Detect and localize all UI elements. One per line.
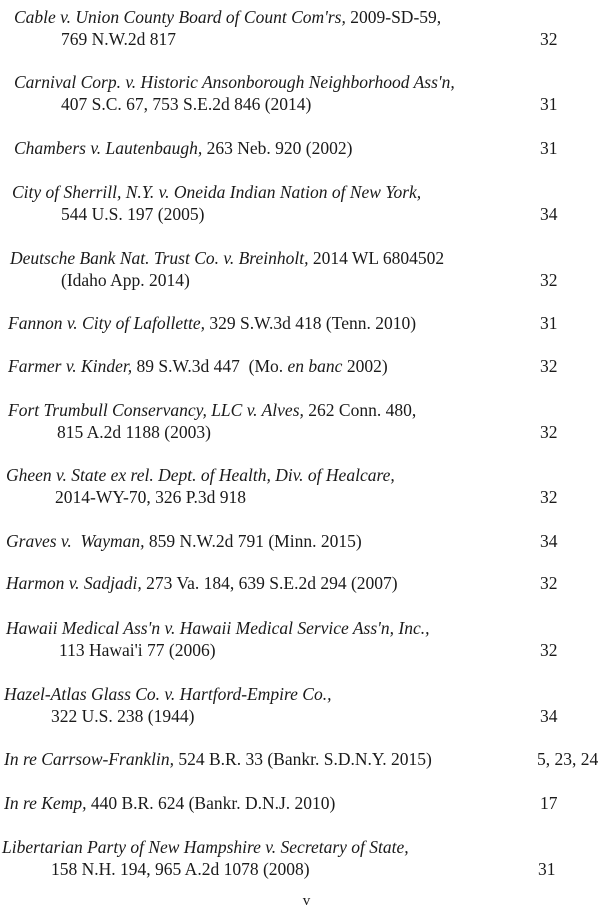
- case-name: Carnival Corp. v. Historic Ansonborough Neighborhood Ass'n,: [14, 72, 455, 92]
- citation: 440 B.R. 624 (Bankr. D.N.J. 2010): [86, 793, 336, 813]
- page-reference: 17: [540, 793, 558, 813]
- citation: (Idaho App. 2014): [61, 270, 190, 290]
- case-line-1: [6, 530, 362, 552]
- case-line-1: [14, 6, 441, 28]
- page-reference: 32: [540, 356, 558, 376]
- case-line-2: [57, 421, 211, 443]
- case-name: Chambers v. Lautenbaugh,: [14, 138, 203, 158]
- page-reference: 32: [540, 487, 558, 507]
- page-reference: 31: [538, 859, 556, 879]
- citation: 273 Va. 184, 639 S.E.2d 294 (2007): [141, 573, 398, 593]
- case-name: Hazel-Atlas Glass Co. v. Hartford-Empire Co.,: [4, 684, 332, 704]
- page-reference: 32: [540, 29, 558, 49]
- page-number-footer: v: [302, 893, 311, 909]
- citation: 158 N.H. 194, 965 A.2d 1078 (2008): [51, 859, 310, 879]
- page-reference: 32: [540, 640, 558, 660]
- case-line-1: [12, 181, 421, 203]
- case-name: Gheen v. State ex rel. Dept. of Health, Div. of Healcare,: [6, 465, 395, 485]
- citation: 2002): [342, 356, 388, 376]
- citation: 524 B.R. 33 (Bankr. S.D.N.Y. 2015): [173, 749, 432, 769]
- case-line-1: [4, 748, 432, 770]
- case-line-1: [8, 312, 416, 334]
- citation: 262 Conn. 480,: [303, 400, 417, 420]
- citation: 322 U.S. 238 (1944): [51, 706, 195, 726]
- case-name: Fannon v. City of Lafollette,: [8, 313, 206, 333]
- case-line-1: [8, 399, 416, 421]
- case-line-2: [51, 705, 194, 727]
- citation: 544 U.S. 197 (2005): [61, 204, 205, 224]
- citation: 407 S.C. 67, 753 S.E.2d 846 (2014): [61, 94, 312, 114]
- citation: 815 A.2d 1188 (2003): [57, 422, 211, 442]
- case-name: Harmon v. Sadjadi,: [6, 573, 142, 593]
- page-reference: 34: [540, 706, 558, 726]
- page-reference: 31: [540, 94, 558, 114]
- case-name: Fort Trumbull Conservancy, LLC v. Alves,: [8, 400, 304, 420]
- page-reference: 31: [540, 138, 558, 158]
- citation: 2009-SD-59,: [345, 7, 442, 27]
- case-line-2: [61, 28, 176, 50]
- citation: 859 N.W.2d 791 (Minn. 2015): [144, 531, 362, 551]
- citation: 769 N.W.2d 817: [61, 29, 177, 49]
- case-line-1: [10, 247, 444, 269]
- case-line-2: [55, 486, 246, 508]
- citation: 2014 WL 6804502: [308, 248, 445, 268]
- case-line-1: [8, 355, 388, 377]
- case-line-2: [61, 269, 190, 291]
- page-reference: 34: [540, 531, 558, 551]
- citation: 113 Hawai'i 77 (2006): [59, 640, 216, 660]
- case-line-2: [61, 93, 311, 115]
- case-name: Farmer v. Kinder,: [8, 356, 133, 376]
- case-name: Libertarian Party of New Hampshire v. Secretary of State,: [2, 837, 409, 857]
- case-name: Hawaii Medical Ass'n v. Hawaii Medical Service Ass'n, Inc.,: [6, 618, 430, 638]
- case-line-1: [4, 792, 335, 814]
- page-reference: 32: [540, 270, 558, 290]
- case-name: Deutsche Bank Nat. Trust Co. v. Breinholt,: [10, 248, 309, 268]
- page-reference: 32: [540, 573, 558, 593]
- case-line-1: [2, 836, 409, 858]
- case-line-2: [61, 203, 204, 225]
- case-line-1: [14, 71, 455, 93]
- citation: 329 S.W.3d 418 (Tenn. 2010): [205, 313, 417, 333]
- case-name: Cable v. Union County Board of Count Com'rs,: [14, 7, 346, 27]
- case-line-1: [6, 572, 398, 594]
- case-line-1: [4, 683, 331, 705]
- citation: 263 Neb. 920 (2002): [202, 138, 353, 158]
- case-line-1: [14, 137, 352, 159]
- case-name: In re Carrsow-Franklin,: [4, 749, 174, 769]
- case-line-2: [51, 858, 310, 880]
- case-line-1: [6, 617, 430, 639]
- case-name: Graves v. Wayman,: [6, 531, 145, 551]
- citation-italic: en banc: [287, 356, 343, 376]
- case-line-2: [59, 639, 216, 661]
- page-reference: 34: [540, 204, 558, 224]
- case-name: City of Sherrill, N.Y. v. Oneida Indian Nation of New York,: [12, 182, 422, 202]
- case-name: In re Kemp,: [4, 793, 87, 813]
- citation: 89 S.W.3d 447 (Mo.: [132, 356, 288, 376]
- page-reference: 31: [540, 313, 558, 333]
- citation: 2014-WY-70, 326 P.3d 918: [55, 487, 247, 507]
- case-line-1: [6, 464, 395, 486]
- page-reference: 5, 23, 24: [537, 749, 599, 769]
- page-reference: 32: [540, 422, 558, 442]
